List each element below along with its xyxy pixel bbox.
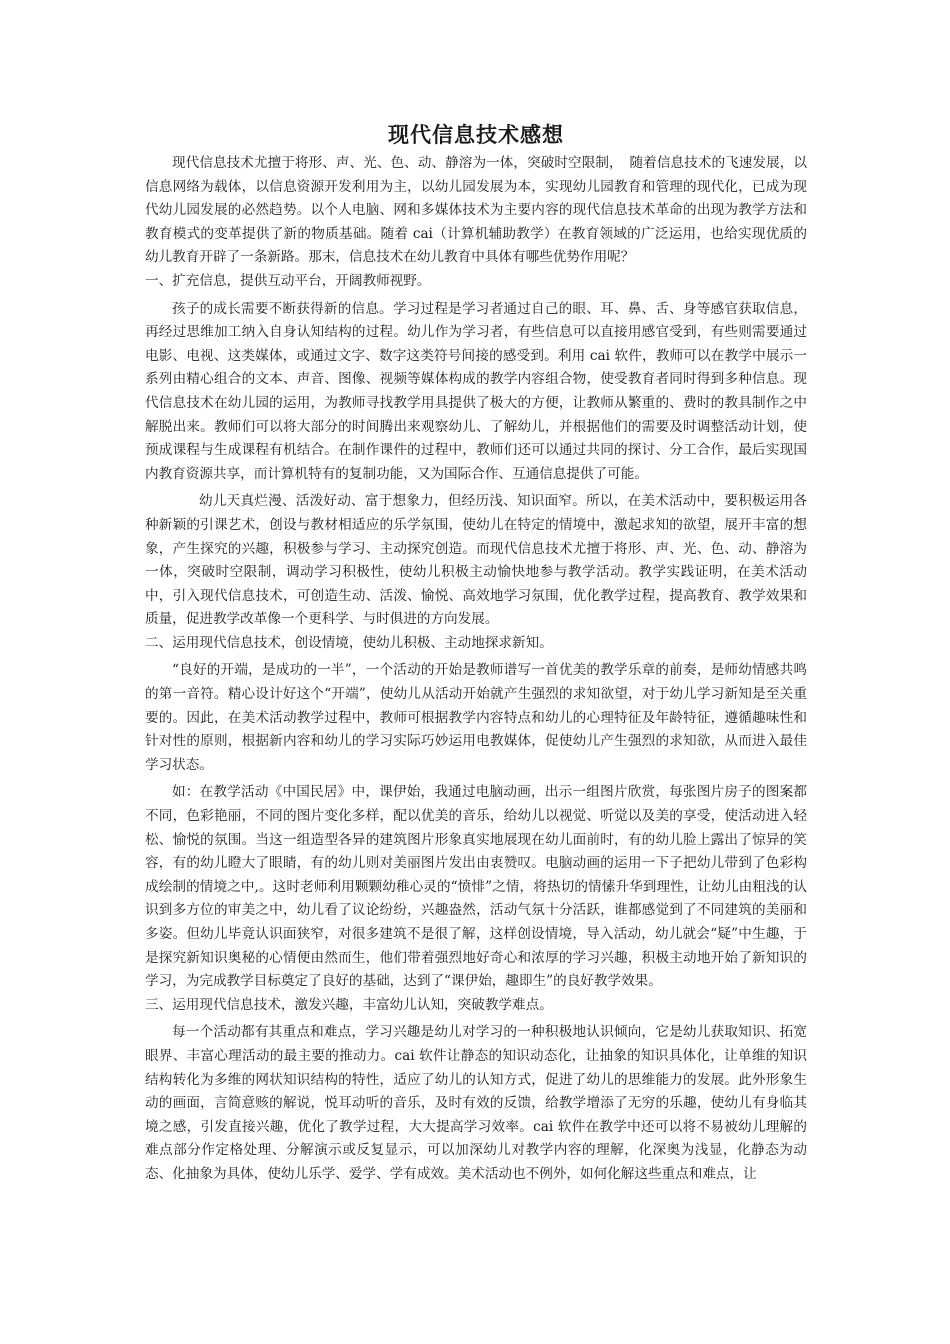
section-1-paragraph-1: 孩子的成长需要不断获得新的信息。学习过程是学习者通过自己的眼、耳、鼻、舌、身等感官获取信息，再经过思维加工纳入自身认知结构的过程。幼儿作为学习者，有些信息可以直接用感官受到，有些则需要通过电影、电视、这类媒体，或通过文字、数字这类符号间接的感受到。利用 cai 软件，教师可以在教学中展示一系列由精心组合的文本、声音、图像、视频等媒体构成的教学内容组合物，使受教育者同时得到多种信息。现代信息技术在幼儿园的运用，为教师寻找教学用具提供了极大的方便，让教师从繁重的、费时的教具制作之中解脱出来。教师们可以将大部分的时间腾出来观察幼儿、了解幼儿，并根据他们的需要及时调整活动计划，使预成课程与生成课程有机结合。在制作课件的过程中，教师们还可以通过共同的探讨、分工合作，最后实现国内教育资源共享，而计算机特有的复制功能，又为国际合作、互通信息提供了可能。 [145,300,807,482]
document-title: 现代信息技术感想 [388,123,564,147]
section-3-heading: 三、运用现代信息技术，激发兴趣，丰富幼儿认知，突破教学难点。 [145,996,553,1013]
section-2-paragraph-2: 如：在教学活动《中国民居》中，课伊始，我通过电脑动画，出示一组图片欣赏，每张图片房子的图案都不同，色彩艳丽，不同的图片变化多样，配以优美的音乐，给幼儿以视觉、听觉以及美的享受，使活动进入轻松、愉悦的氛围。当这一组造型各异的建筑图片形象真实地展现在幼儿面前时，有的幼儿脸上露出了惊异的笑容，有的幼儿瞪大了眼睛，有的幼儿则对美丽图片发出由衷赞叹。电脑动画的运用一下子把幼儿带到了色彩构成绘制的情境之中,。这时老师利用颗颗幼稚心灵的“愤悱”之情，将热切的情愫升华到理性，让幼儿由粗浅的认识到多方位的审美之中，幼儿看了议论纷纷，兴趣盎然，活动气氛十分活跃，谁都感觉到了不同建筑的美丽和多姿。但幼儿毕竟认识面狭窄，对很多建筑不是很了解，这样创设情境，导入活动，幼儿就会“疑”中生趣，于是探究新知识奥秘的心情便由然而生，他们带着强烈地好奇心和浓厚的学习兴趣，积极主动地开始了新知识的学习，为完成教学目标奠定了良好的基础，达到了“课伊始，趣即生”的良好教学效果。 [145,784,807,990]
section-2-paragraph-1: “良好的开端，是成功的一半”，一个活动的开始是教师谱写一首优美的教学乐章的前奏，是师幼情感共鸣的第一音符。精心设计好这个“开端”，使幼儿从活动开始就产生强烈的求知欲望，对于幼儿学习新知是至关重要的。因此，在美术活动教学过程中，教师可根据教学内容特点和幼儿的心理特征及年龄特征，遵循趣味性和针对性的原则，根据新内容和幼儿的学习实际巧妙运用电教媒体，促使幼儿产生强烈的求知欲，从而进入最佳学习状态。 [145,662,807,773]
section-2-heading: 二、运用现代信息技术，创设情境，使幼儿积极、主动地探求新知。 [145,634,553,651]
section-1-paragraph-2: 幼儿天真烂漫、活泼好动、富于想象力，但经历浅、知识面窄。所以，在美术活动中，要积极运用各种新颖的引课艺术，创设与教材相适应的乐学氛围，使幼儿在特定的情境中，激起求知的欲望，展开丰富的想象，产生探究的兴趣，积极参与学习、主动探究创造。而现代信息技术尤擅于将形、声、光、色、动、静溶为一体，突破时空限制，调动学习积极性，使幼儿积极主动愉快地参与教学活动。教学实践证明，在美术活动中，引入现代信息技术，可创造生动、活泼、愉悦、高效地学习氛围，优化教学过程，提高教育、教学效果和质量，促进教学改革像一个更科学、与时俱进的方向发展。 [145,493,807,628]
section-3-paragraph-1: 每一个活动都有其重点和难点，学习兴趣是幼儿对学习的一种积极地认识倾向，它是幼儿获取知识、拓宽眼界、丰富心理活动的最主要的推动力。cai 软件让静态的知识动态化，让抽象的知识具体化，让单维的知识结构转化为多维的网状知识结构的特性，适应了幼儿的认知方式，促进了幼儿的思维能力的发展。此外形象生动的画面，言简意赅的解说，悦耳动听的音乐，及时有效的反馈，给教学增添了无穷的乐趣，使幼儿有身临其境之感，引发直接兴趣，优化了教学过程，大大提高学习效率。cai 软件在教学中还可以将不易被幼儿理解的难点部分作定格处理、分解演示或反复显示，可以加深幼儿对教学内容的理解，化深奥为浅显，化静态为动态、化抽象为具体，使幼儿乐学、爱学、学有成效。美术活动也不例外，如何化解这些重点和难点，让 [145,1024,807,1182]
intro-paragraph: 现代信息技术尤擅于将形、声、光、色、动、静溶为一体，突破时空限制， 随着信息技术的飞速发展，以信息网络为载体，以信息资源开发利用为主，以幼儿园发展为本，实现幼儿园教育和管理的现代化，已成为现代幼儿园发展的必然趋势。以个人电脑、网和多媒体技术为主要内容的现代信息技术革命的出现为教学方法和教育模式的变革提供了新的物质基础。随着 cai（计算机辅助教学）在教育领域的广泛运用，也给实现优质的幼儿教育开辟了一条新路。那末，信息技术在幼儿教育中具体有哪些优势作用呢？ [145,155,807,266]
document-page [145,120,807,1187]
section-1-heading: 一、扩充信息，提供互动平台，开阔教师视野。 [145,272,431,289]
